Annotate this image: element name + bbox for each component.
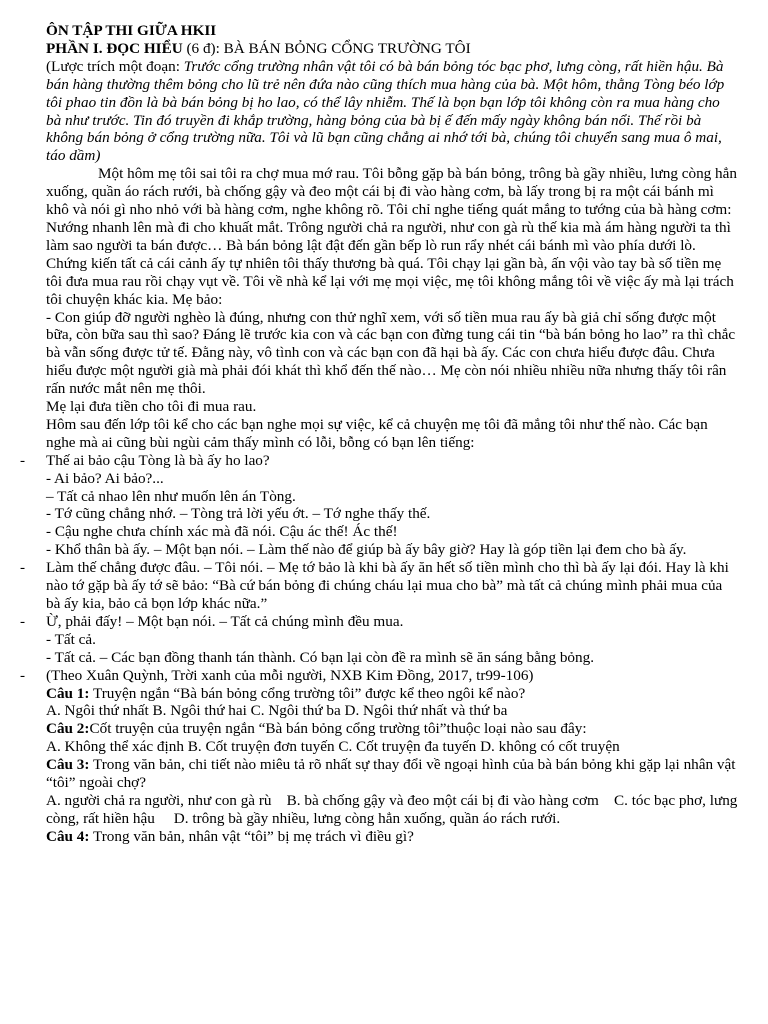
source-citation: - (Theo Xuân Quỳnh, Trời xanh của mỗi người, NXB Kim Đồng, 2017, tr99-106)	[20, 666, 534, 684]
dialogue-line: - Ai bảo? Ai bảo?...	[46, 469, 164, 487]
question-1	[46, 685, 738, 703]
dialogue-line: - Khổ thân bà ấy. – Một bạn nói. – Làm thế nào để giúp bà ấy bây giờ? Hay là góp tiền lại đem cho bà ấy.	[46, 541, 687, 559]
question-label: Câu 3:	[46, 756, 90, 774]
question-label: Câu 1:	[46, 684, 90, 702]
question-2-options: A. Không thể xác định B. Cốt truyện đơn tuyến C. Cốt truyện đa tuyến D. không có cốt truyện	[46, 738, 620, 756]
story-paragraph-5: Hôm sau đến lớp tôi kể cho các bạn nghe mọi sự việc, kể cả chuyện mẹ tôi đã mắng tôi như thế nào. Các bạn nghe mà ai cũng bùi ngùi cảm thấy mình có lỗi, bỗng có bạn lên tiếng:	[46, 415, 708, 451]
dialogue-line: - Cậu nghe chưa chính xác mà đã nói. Cậu ác thế! Ác thế!	[46, 523, 398, 541]
intro-open: (Lược trích một đoạn:	[46, 57, 184, 75]
question-label: Câu 4:	[46, 827, 90, 845]
dialogue-line: - Ừ, phải đấy! – Một bạn nói. – Tất cả chúng mình đều mua.	[20, 612, 404, 630]
bullet-dash: -	[20, 666, 26, 684]
bullet-dash: -	[20, 559, 26, 577]
question-4	[46, 828, 738, 846]
dialogue-line: - Thế ai bảo cậu Tòng là bà ấy ho lao?	[20, 451, 270, 469]
dialogue-line: – Tất cả nhao lên như muốn lên án Tòng.	[46, 487, 296, 505]
story-paragraph-2: Nướng nhanh lên mà đi cho khuất mắt. Trông người chả ra người, như con gà rù thế kia mà ám hàng người ta thì làm sao người ta bán được… Bà bán bỏng lật đật đến gần bếp lò run rẩy nhét cái bánh mì vào phía dưới lò. Chứng kiến tất cả cái cảnh ấy tự nhiên tôi thấy thương bà quá. Tôi chạy lại gần bà, ấn vội vào tay bà số tiền mẹ tôi đưa mua rau rồi chạy vụt về. Tôi về nhà kể lại với mẹ mọi việc, mẹ tôi không mắng tôi về việc ấy mà lại trách tôi chuyện khác kia. Mẹ bảo:	[46, 218, 734, 308]
question-label: Câu 2:	[46, 720, 90, 738]
bullet-dash: -	[20, 451, 26, 469]
intro-text: Trước cổng trường nhân vật tôi có bà bán bỏng tóc bạc phơ, lưng còng, rất hiền hậu. Bà bán hàng thường thêm bỏng cho lũ trẻ nên đứa nào cũng thích mua hàng của bà. Một hôm, thằng Tòng béo lớp tôi phao tin đồn là bà bán bỏng bị ho lao, có thể lây nhiễm. Thế là bọn bạn lớp tôi không còn ra mua hàng cho bà như trước. Tin đó truyền đi khắp trường, hàng bỏng của bà bị ế đến mấy ngày không bán nổi. Thế rồi bà không bán bỏng ở cổng trường nữa. Tôi và lũ bạn cũng chẳng ai nhớ tới bà, chúng tôi chuyển sang mua ô mai, táo dầm)	[46, 57, 725, 165]
question-2	[46, 720, 738, 738]
dialogue-line: - Tớ cũng chẳng nhớ. – Tòng trả lời yếu ớt. – Tớ nghe thấy thế.	[46, 505, 431, 523]
intro-summary	[46, 58, 738, 165]
story-paragraph-3: - Con giúp đỡ người nghèo là đúng, nhưng con thử nghĩ xem, với số tiền mua rau ấy bà giả chỉ sống được một bữa, còn bữa sau thì sao? Đáng lẽ trước kia con và các bạn con đừng tung cái tin “bà bán bỏng ho lao” ra thì chắc bà vẫn sống được tử tế. Đằng này, vô tình con và các bạn con đã hại bà ấy. Các con chưa hiểu được đâu. Chưa hiểu được một người già mà phải đói khát thì khổ đến thế nào… Mẹ còn nói nhiều nhiều nữa nhưng thấy tôi rân rấn nước mắt nên mẹ thôi.	[46, 308, 736, 398]
question-text: Trong văn bản, nhân vật “tôi” bị mẹ trách vì điều gì?	[89, 827, 414, 845]
part-subtitle: (6 đ): BÀ BÁN BỎNG CỔNG TRƯỜNG TÔI	[182, 39, 471, 57]
question-3-options: A. người chả ra người, như con gà rù B. bà chống gậy và đeo một cái bị đi vào hàng cơm C. tóc bạc phơ, lưng còng, rất hiền hậu D. trông bà gầy nhiều, lưng còng hẳn xuống, quần áo rách rưới.	[46, 791, 742, 827]
part-heading	[46, 40, 738, 58]
dialogue-line: - Làm thế chẳng được đâu. – Tôi nói. – Mẹ tớ bảo là khi bà ấy ăn hết số tiền mình cho thì bà ấy lại đói. Hay là khi nào tớ gặp bà ấy tớ sẽ bảo: “Bà cứ bán bỏng đi chúng cháu lại mua cho bà” mà tất cả chúng mình phải mua của bà ấy kia, bảo cả bọn lớp khác nữa.”	[20, 559, 729, 612]
question-text: Trong văn bản, chi tiết nào miêu tả rõ nhất sự thay đổi về ngoại hình của bà bán bỏng khi gặp lại nhân vật “tôi” ngoài chợ?	[46, 756, 736, 792]
dialogue-line: - Tất cả.	[46, 630, 96, 648]
bullet-dash: -	[20, 612, 26, 630]
document-title: ÔN TẬP THI GIỮA HKII	[46, 22, 217, 39]
question-text: Truyện ngắn “Bà bán bỏng cổng trường tôi” được kể theo ngôi kể nào?	[89, 684, 526, 702]
story-paragraph-1: Một hôm mẹ tôi sai tôi ra chợ mua mớ rau. Tôi bỗng gặp bà bán bỏng, trông bà gầy nhiều, lưng còng hẳn xuống, quần áo rách rưới, bà chống gậy và đeo một cái bị đi vào hàng cơm, bà lấy trong bị ra một cái bánh mì khô và nói gì nho nhỏ với bà hàng cơm, nghe không rõ. Tôi chỉ nghe tiếng quát mắng to tướng của bà hàng cơm:	[46, 165, 737, 219]
question-1-options: A. Ngôi thứ nhất B. Ngôi thứ hai C. Ngôi thứ ba D. Ngôi thứ nhất và thứ ba	[46, 702, 508, 720]
question-3	[46, 756, 738, 792]
dialogue-line: - Tất cả. – Các bạn đồng thanh tán thành. Có bạn lại còn đề ra mình sẽ ăn sáng bằng bỏng.	[46, 648, 595, 666]
question-text: Cốt truyện của truyện ngắn “Bà bán bỏng cổng trường tôi”thuộc loại nào sau đây:	[89, 720, 587, 738]
part-label: PHẦN I. ĐỌC HIỂU	[46, 39, 183, 57]
story-paragraph-4: Mẹ lại đưa tiền cho tôi đi mua rau.	[46, 398, 257, 416]
